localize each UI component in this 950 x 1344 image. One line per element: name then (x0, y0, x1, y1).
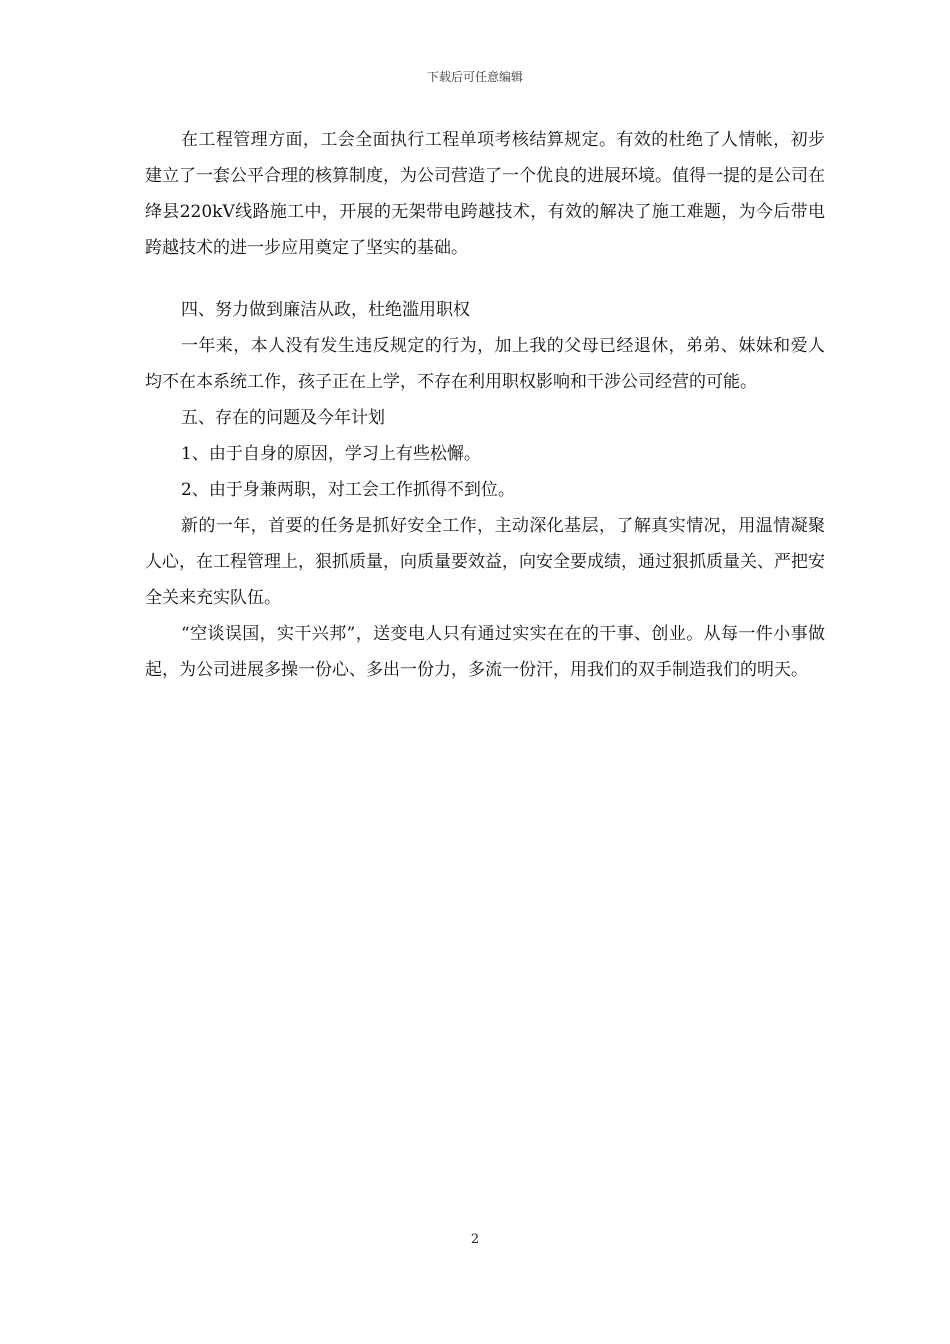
paragraph-integrity: 一年来，本人没有发生违反规定的行为，加上我的父母已经退休，弟弟、妹妹和爱人均不在本系统工作，孩子正在上学，不存在利用职权影响和干涉公司经营的可能。 (145, 336, 825, 392)
page-header: 下载后可任意编辑 (426, 70, 523, 84)
section-heading-integrity: 四、努力做到廉洁从政，杜绝滥用职权 (181, 300, 470, 320)
paragraph-closing: “空谈误国，实干兴邦”，送变电人只有通过实实在在的干事、创业。从每一件小事做起，为公司进展多操一份心、多出一份力，多流一份汗，用我们的双手制造我们的明天。 (145, 624, 825, 680)
list-item-problem-2: 2、由于身兼两职，对工会工作抓得不到位。 (181, 480, 515, 500)
document-body (145, 122, 825, 688)
paragraph-new-year-plan: 新的一年，首要的任务是抓好安全工作，主动深化基层，了解真实情况，用温情凝聚人心，在工程管理上，狠抓质量，向质量要效益，向安全要成绩，通过狠抓质量关、严把安全关来充实队伍。 (145, 516, 825, 608)
list-item-problem-1: 1、由于自身的原因，学习上有些松懈。 (181, 444, 481, 464)
section-heading-problems-plan: 五、存在的问题及今年计划 (181, 408, 385, 428)
paragraph-engineering-management: 在工程管理方面，工会全面执行工程单项考核结算规定。有效的杜绝了人情帐，初步建立了一套公平合理的核算制度，为公司营造了一个优良的进展环境。值得一提的是公司在绛县220kV线路施工中，开展的无架带电跨越技术，有效的解决了施工难题，为今后带电跨越技术的进一步应用奠定了坚实的基础。 (145, 130, 825, 258)
paragraph-gap (145, 266, 825, 292)
page-number: 2 (470, 1232, 480, 1247)
